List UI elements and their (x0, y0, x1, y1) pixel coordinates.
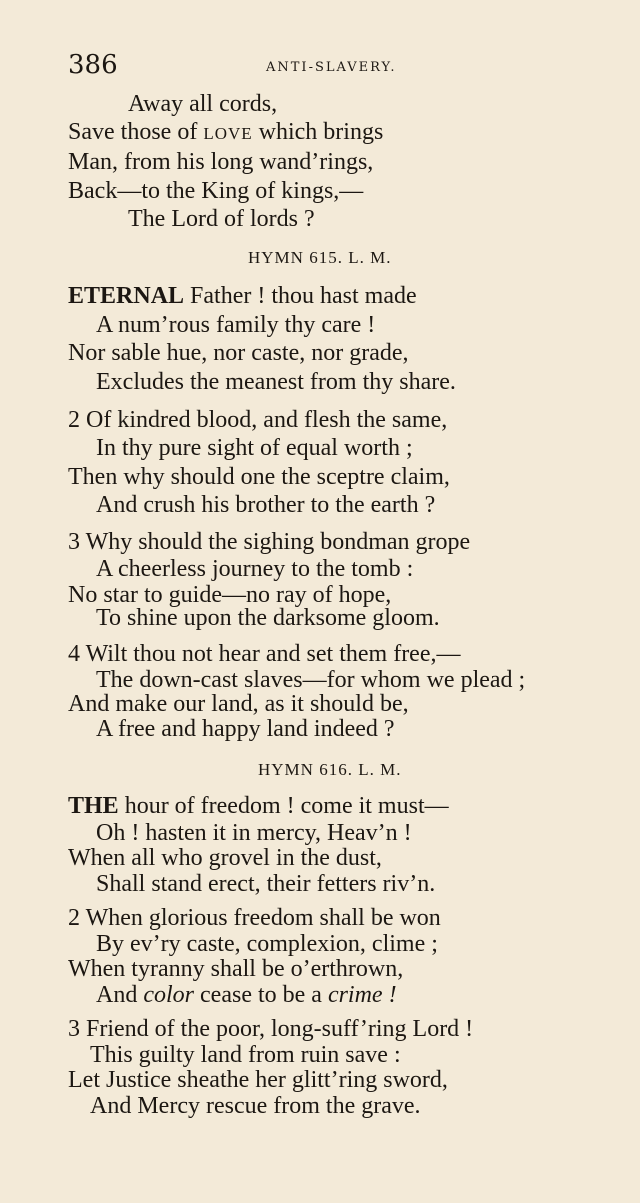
verse-line (68, 118, 383, 146)
verse-line: And make our land, as it should be, (68, 691, 409, 717)
verse-line: Man, from his long wand’rings, (68, 149, 374, 175)
verse-line: Away all cords, (128, 91, 278, 117)
verse-line: When all who grovel in the dust, (68, 845, 382, 871)
opening-word: THE (68, 793, 119, 819)
verse-line (68, 282, 417, 310)
verse-line: By ev’ry caste, complexion, clime ; (96, 931, 438, 957)
verse-line: This guilty land from ruin save : (90, 1042, 401, 1068)
italic-word: crime ! (327, 982, 397, 1008)
verse-line: In thy pure sight of equal worth ; (96, 435, 413, 461)
verse-line (68, 792, 449, 820)
verse-line: The down-cast slaves—for whom we plead ; (96, 667, 526, 693)
verse-line: To shine upon the darksome gloom. (96, 605, 440, 631)
running-title: ANTI-SLAVERY. (266, 60, 397, 75)
verse-line: Back—to the King of kings,— (68, 178, 364, 204)
verse-line: 3 Why should the sighing bondman grope (68, 529, 471, 555)
verse-line: Shall stand erect, their fetters riv’n. (96, 871, 436, 897)
verse-line: 2 Of kindred blood, and flesh the same, (68, 407, 448, 433)
verse-line (96, 981, 397, 1009)
verse-line: Let Justice sheathe her glitt’ring sword, (68, 1067, 448, 1093)
page-number: 386 (68, 50, 118, 80)
verse-line: The Lord of lords ? (128, 206, 315, 232)
verse-line: 2 When glorious freedom shall be won (68, 905, 441, 931)
verse-line: 4 Wilt thou not hear and set them free,— (68, 641, 461, 667)
verse-line: Then why should one the sceptre claim, (68, 464, 450, 490)
small-caps-word: love (203, 119, 253, 145)
verse-line: And crush his brother to the earth ? (96, 492, 436, 518)
hymn-heading: HYMN 615. L. M. (248, 248, 392, 267)
verse-line: Oh ! hasten it in mercy, Heav’n ! (96, 820, 412, 846)
verse-text: cease to be a (200, 982, 322, 1008)
verse-text: And (96, 982, 138, 1008)
verse-text: which brings (258, 119, 384, 145)
verse-line: When tyranny shall be o’erthrown, (68, 956, 404, 982)
verse-line: 3 Friend of the poor, long-suff’ring Lord ! (68, 1016, 474, 1042)
verse-text: Father ! thou hast made (184, 283, 417, 309)
italic-word: color (143, 982, 195, 1008)
verse-line: Nor sable hue, nor caste, nor grade, (68, 340, 409, 366)
verse-line: A cheerless journey to the tomb : (96, 556, 414, 582)
verse-line: And Mercy rescue from the grave. (90, 1093, 421, 1119)
verse-text: hour of freedom ! come it must— (118, 793, 449, 819)
verse-line: A free and happy land indeed ? (96, 716, 395, 742)
verse-line: No star to guide—no ray of hope, (68, 582, 392, 608)
verse-text: Save those of (68, 119, 198, 145)
opening-word: ETERNAL (68, 283, 185, 309)
verse-line: Excludes the meanest from thy share. (96, 369, 456, 395)
verse-line: A num’rous family thy care ! (96, 312, 376, 338)
hymn-heading: HYMN 616. L. M. (258, 760, 402, 779)
running-header (68, 50, 548, 82)
